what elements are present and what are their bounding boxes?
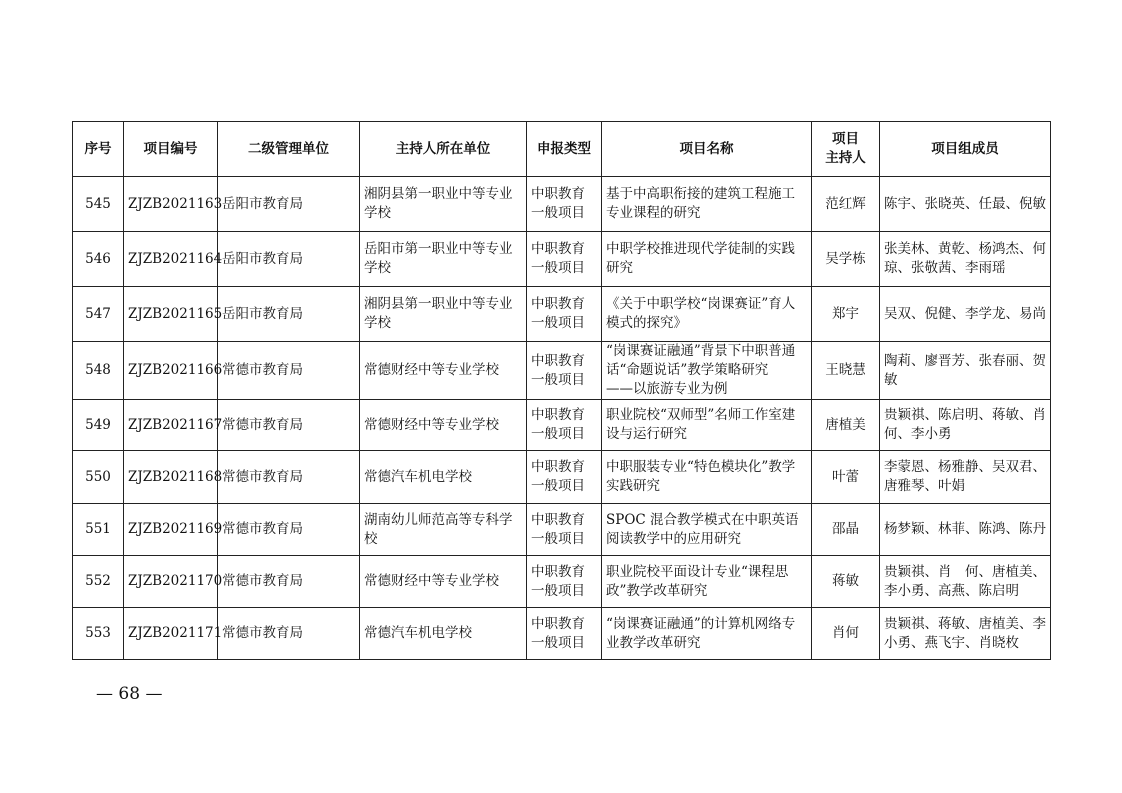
header-host-unit: 主持人所在单位	[360, 122, 527, 177]
cell-name: 职业院校平面设计专业“课程思政”教学改革研究	[602, 556, 812, 608]
cell-host: 邵晶	[812, 504, 880, 556]
table-row	[73, 342, 1051, 400]
cell-unit2: 常德市教育局	[218, 608, 360, 660]
header-code: 项目编号	[124, 122, 218, 177]
cell-host-unit: 常德汽车机电学校	[360, 451, 527, 504]
table-row	[73, 287, 1051, 342]
cell-unit2: 岳阳市教育局	[218, 177, 360, 232]
cell-seq: 552	[73, 556, 124, 608]
cell-host: 范红辉	[812, 177, 880, 232]
cell-host: 肖何	[812, 608, 880, 660]
cell-type: 中职教育一般项目	[527, 451, 602, 504]
cell-code: ZJZB2021169	[124, 504, 218, 556]
cell-name: “岗课赛证融通”的计算机网络专业教学改革研究	[602, 608, 812, 660]
cell-code: ZJZB2021171	[124, 608, 218, 660]
cell-host-unit: 岳阳市第一职业中等专业学校	[360, 232, 527, 287]
cell-host-unit: 常德财经中等专业学校	[360, 342, 527, 400]
cell-code: ZJZB2021166	[124, 342, 218, 400]
cell-host-unit: 湘阴县第一职业中等专业学校	[360, 287, 527, 342]
cell-unit2: 常德市教育局	[218, 556, 360, 608]
cell-type: 中职教育一般项目	[527, 608, 602, 660]
cell-members: 张美林、黄乾、杨鸿杰、何琼、张敬茜、李雨瑶	[880, 232, 1051, 287]
cell-type: 中职教育一般项目	[527, 232, 602, 287]
cell-type: 中职教育一般项目	[527, 400, 602, 451]
cell-seq: 547	[73, 287, 124, 342]
table-row	[73, 451, 1051, 504]
cell-seq: 550	[73, 451, 124, 504]
cell-unit2: 岳阳市教育局	[218, 232, 360, 287]
table-header-row	[73, 122, 1051, 177]
cell-host-unit: 常德财经中等专业学校	[360, 556, 527, 608]
cell-name: 中职学校推进现代学徒制的实践研究	[602, 232, 812, 287]
cell-members: 吴双、倪健、李学龙、易尚	[880, 287, 1051, 342]
cell-seq: 545	[73, 177, 124, 232]
cell-type: 中职教育一般项目	[527, 556, 602, 608]
project-table	[72, 121, 1051, 660]
cell-unit2: 常德市教育局	[218, 342, 360, 400]
cell-code: ZJZB2021164	[124, 232, 218, 287]
cell-unit2: 常德市教育局	[218, 451, 360, 504]
cell-members: 杨梦颖、林菲、陈鸿、陈丹	[880, 504, 1051, 556]
cell-host-unit: 湖南幼儿师范高等专科学校	[360, 504, 527, 556]
cell-host: 叶蕾	[812, 451, 880, 504]
cell-name: SPOC 混合教学模式在中职英语阅读教学中的应用研究	[602, 504, 812, 556]
cell-members: 李蒙恩、杨雅静、吴双君、唐雅琴、叶娟	[880, 451, 1051, 504]
cell-code: ZJZB2021165	[124, 287, 218, 342]
cell-name: 职业院校“双师型”名师工作室建设与运行研究	[602, 400, 812, 451]
cell-members: 贵颖祺、陈启明、蒋敏、肖何、李小勇	[880, 400, 1051, 451]
cell-members: 陈宇、张晓英、任最、倪敏	[880, 177, 1051, 232]
cell-code: ZJZB2021170	[124, 556, 218, 608]
header-host: 项目 主持人	[812, 122, 880, 177]
cell-name: 《关于中职学校“岗课赛证”育人模式的探究》	[602, 287, 812, 342]
cell-code: ZJZB2021167	[124, 400, 218, 451]
cell-host: 王晓慧	[812, 342, 880, 400]
cell-seq: 551	[73, 504, 124, 556]
cell-unit2: 常德市教育局	[218, 400, 360, 451]
cell-code: ZJZB2021168	[124, 451, 218, 504]
cell-unit2: 岳阳市教育局	[218, 287, 360, 342]
cell-host: 郑宇	[812, 287, 880, 342]
cell-seq: 548	[73, 342, 124, 400]
cell-seq: 549	[73, 400, 124, 451]
cell-unit2: 常德市教育局	[218, 504, 360, 556]
cell-type: 中职教育一般项目	[527, 287, 602, 342]
cell-members: 陶莉、廖晋芳、张春丽、贺敏	[880, 342, 1051, 400]
cell-code: ZJZB2021163	[124, 177, 218, 232]
cell-host-unit: 湘阴县第一职业中等专业学校	[360, 177, 527, 232]
cell-type: 中职教育一般项目	[527, 504, 602, 556]
cell-host: 吴学栋	[812, 232, 880, 287]
table-row	[73, 400, 1051, 451]
header-seq: 序号	[73, 122, 124, 177]
cell-seq: 546	[73, 232, 124, 287]
cell-name: 基于中高职衔接的建筑工程施工专业课程的研究	[602, 177, 812, 232]
table-row	[73, 177, 1051, 232]
table-row	[73, 504, 1051, 556]
table-row	[73, 232, 1051, 287]
cell-host-unit: 常德汽车机电学校	[360, 608, 527, 660]
cell-name: 中职服装专业“特色模块化”教学实践研究	[602, 451, 812, 504]
cell-members: 贵颖祺、肖 何、唐植美、李小勇、高燕、陈启明	[880, 556, 1051, 608]
cell-seq: 553	[73, 608, 124, 660]
header-type: 申报类型	[527, 122, 602, 177]
cell-type: 中职教育一般项目	[527, 177, 602, 232]
table-row	[73, 608, 1051, 660]
cell-type: 中职教育一般项目	[527, 342, 602, 400]
cell-host: 唐植美	[812, 400, 880, 451]
cell-host-unit: 常德财经中等专业学校	[360, 400, 527, 451]
table-row	[73, 556, 1051, 608]
header-members: 项目组成员	[880, 122, 1051, 177]
cell-host: 蒋敏	[812, 556, 880, 608]
cell-name: “岗课赛证融通”背景下中职普通话“命题说话”教学策略研究 ——以旅游专业为例	[602, 342, 812, 400]
header-name: 项目名称	[602, 122, 812, 177]
cell-members: 贵颖祺、蒋敏、唐植美、李小勇、燕飞宇、肖晓枚	[880, 608, 1051, 660]
header-unit2: 二级管理单位	[218, 122, 360, 177]
page-number: — 68 —	[96, 684, 163, 704]
